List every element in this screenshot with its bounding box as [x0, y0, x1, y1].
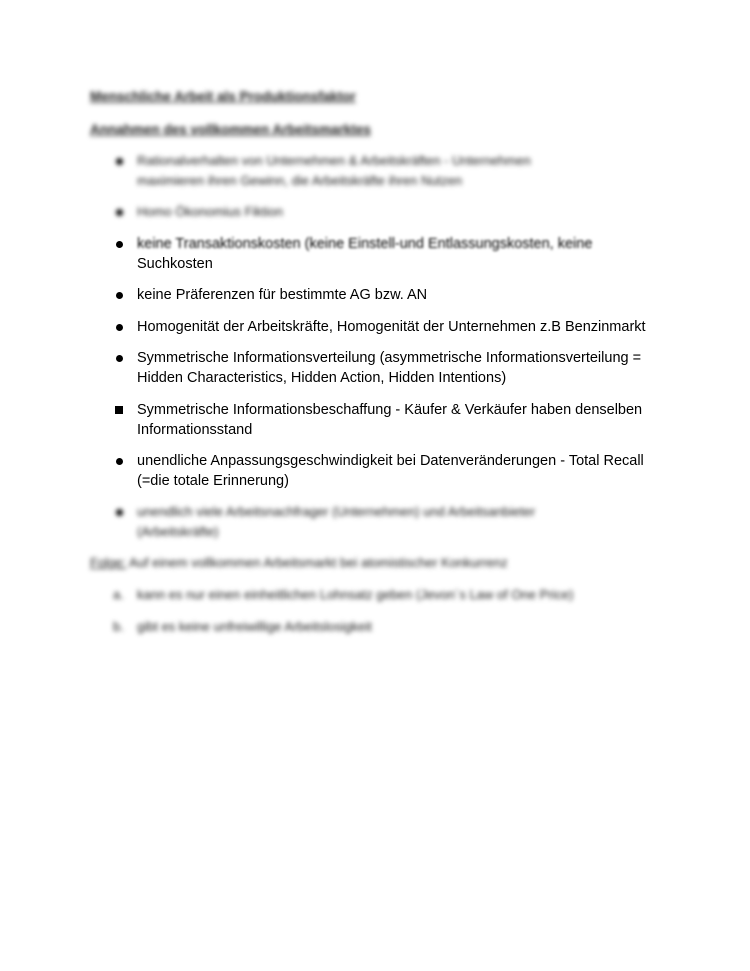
- consequence-line: [90, 553, 508, 573]
- sub-list-item: [113, 617, 372, 637]
- list-item: [113, 502, 673, 542]
- sub-list-text: gibt es keine unfreiwillige Arbeitslosigkeit: [137, 619, 372, 634]
- bullet-dot-icon: [113, 285, 125, 305]
- list-item: [113, 202, 673, 222]
- list-item-line: Suchkosten: [137, 256, 213, 272]
- sub-list-item: [113, 585, 574, 605]
- sub-list-letter: b.: [113, 619, 124, 634]
- bullet-dot-icon: [113, 348, 125, 368]
- list-item-line: maximieren ihren Gewinn, die Arbeitskräfte ihren Nutzen: [137, 173, 463, 188]
- bullet-dot-icon: [113, 317, 125, 337]
- sub-list-text: kann es nur einen einheitlichen Lohnsatz geben (Jevon´s Law of One Price): [137, 587, 574, 602]
- list-item-line: Symmetrische Informationsverteilung (asymmetrische Informationsverteilung =: [137, 350, 642, 366]
- list-item: [113, 234, 673, 274]
- list-item-line: unendlich viele Arbeitsnachfrager (Unternehmen) und Arbeitsanbieter: [137, 504, 536, 519]
- bullet-dot-icon: [113, 234, 125, 254]
- list-item-line: Homo Ökonomius Fiktion: [137, 204, 283, 219]
- list-item-line: (=die totale Erinnerung): [137, 473, 289, 489]
- list-item-line: (Arbeitskräfte): [137, 524, 219, 539]
- list-item: [113, 285, 673, 305]
- list-item-line: Symmetrische Informationsbeschaffung - Käufer & Verkäufer haben denselben: [137, 402, 643, 418]
- list-item: [113, 348, 673, 388]
- document-title: Menschliche Arbeit als Produktionsfaktor: [90, 89, 356, 104]
- list-item-line: Homogenität der Arbeitskräfte, Homogenität der Unternehmen z.B Benzinmarkt: [137, 319, 646, 335]
- consequence-label: Folge:: [90, 555, 127, 570]
- list-item: [113, 151, 673, 191]
- list-item: [113, 400, 673, 440]
- list-item-line: Hidden Characteristics, Hidden Action, Hidden Intentions): [137, 370, 507, 386]
- list-item-line: unendliche Anpassungsgeschwindigkeit bei Datenveränderungen - Total Recall: [137, 453, 644, 469]
- bullet-dot-icon: [113, 151, 125, 171]
- bullet-dot-icon: [113, 451, 125, 471]
- list-item-line: keine Transaktionskosten (keine Einstell-und Entlassungskosten, keine: [137, 236, 593, 252]
- document-subtitle: Annahmen des vollkommen Arbeitsmarktes: [90, 122, 371, 137]
- bullet-square-icon: [113, 400, 125, 420]
- consequence-text: Auf einem vollkommen Arbeitsmarkt bei atomistischer Konkurrenz: [129, 555, 508, 570]
- list-item: [113, 451, 673, 491]
- bullet-dot-icon: [113, 502, 125, 522]
- sub-list-letter: a.: [113, 587, 124, 602]
- list-item-line: Informationsstand: [137, 422, 253, 438]
- list-item-line: Rationalverhalten von Unternehmen & Arbeitskräften - Unternehmen: [137, 153, 531, 168]
- list-item-line: keine Präferenzen für bestimmte AG bzw. AN: [137, 287, 428, 303]
- bullet-dot-icon: [113, 202, 125, 222]
- list-item: [113, 317, 673, 337]
